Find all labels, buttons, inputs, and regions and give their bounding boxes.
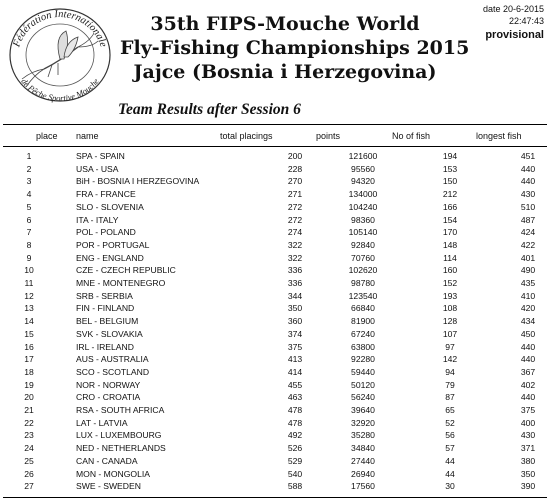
page-title xyxy=(120,12,470,84)
place-cell: 6 xyxy=(26,214,32,225)
no-of-fish-cell: 212 xyxy=(442,189,458,200)
points-cell: 26940 xyxy=(351,468,375,479)
place-cell: 4 xyxy=(26,189,32,200)
divider-top xyxy=(3,124,547,125)
points-cell: 98360 xyxy=(351,214,375,225)
total-placings-cell: 375 xyxy=(287,341,303,352)
logo-ring-text-bottom: de Pêche Sportive Mouche xyxy=(19,76,101,103)
points-cell: 70760 xyxy=(351,252,375,263)
points-cell: 92840 xyxy=(351,239,375,250)
no-of-fish-cell: 44 xyxy=(445,455,455,466)
team-name-cell: MON - MONGOLIA xyxy=(76,468,151,479)
team-name-cell: RSA - SOUTH AFRICA xyxy=(76,405,165,416)
table-row xyxy=(0,391,550,404)
table-row xyxy=(0,442,550,455)
no-of-fish-cell: 170 xyxy=(442,227,458,238)
table-row xyxy=(0,379,550,392)
total-placings-cell: 274 xyxy=(287,227,303,238)
no-of-fish-cell: 108 xyxy=(442,303,458,314)
total-placings-cell: 478 xyxy=(287,417,303,428)
total-placings-cell: 540 xyxy=(287,468,303,479)
points-cell: 63800 xyxy=(351,341,375,352)
no-of-fish-cell: 150 xyxy=(442,176,458,187)
team-name-cell: SLO - SLOVENIA xyxy=(76,201,144,212)
team-name-cell: FIN - FINLAND xyxy=(76,303,135,314)
total-placings-cell: 272 xyxy=(287,214,303,225)
points-cell: 56240 xyxy=(351,392,375,403)
column-header-no-of-fish: No of fish xyxy=(392,131,431,141)
table-row xyxy=(0,290,550,303)
table-row xyxy=(0,150,550,163)
points-cell: 35280 xyxy=(351,430,375,441)
team-name-cell: MNE - MONTENEGRO xyxy=(76,278,166,289)
longest-fish-cell: 440 xyxy=(520,354,536,365)
points-cell: 59440 xyxy=(351,366,375,377)
place-cell: 2 xyxy=(26,163,32,174)
no-of-fish-cell: 56 xyxy=(445,430,455,441)
points-cell: 67240 xyxy=(351,328,375,339)
table-row xyxy=(0,239,550,252)
table-row xyxy=(0,468,550,481)
title-line-3: Jajce (Bosnia i Herzegovina) xyxy=(133,61,437,83)
place-cell: 5 xyxy=(26,201,32,212)
team-name-cell: IRL - IRELAND xyxy=(76,341,134,352)
no-of-fish-cell: 94 xyxy=(445,366,455,377)
longest-fish-cell: 402 xyxy=(520,379,536,390)
points-cell: 39640 xyxy=(351,405,375,416)
no-of-fish-cell: 30 xyxy=(445,481,455,492)
longest-fish-cell: 490 xyxy=(520,265,536,276)
place-cell: 3 xyxy=(26,176,32,187)
longest-fish-cell: 440 xyxy=(520,176,536,187)
team-name-cell: USA - USA xyxy=(76,163,119,174)
team-name-cell: FRA - FRANCE xyxy=(76,189,136,200)
points-cell: 94320 xyxy=(351,176,375,187)
team-name-cell: AUS - AUSTRALIA xyxy=(76,354,149,365)
longest-fish-cell: 434 xyxy=(520,316,536,327)
column-header-points: points xyxy=(316,131,341,141)
total-placings-cell: 526 xyxy=(287,443,303,454)
longest-fish-cell: 422 xyxy=(520,239,536,250)
place-cell: 25 xyxy=(24,455,34,466)
team-name-cell: POR - PORTUGAL xyxy=(76,239,150,250)
longest-fish-cell: 487 xyxy=(520,214,536,225)
column-header-longest-fish: longest fish xyxy=(476,131,522,141)
place-cell: 10 xyxy=(24,265,34,276)
no-of-fish-cell: 128 xyxy=(442,316,458,327)
place-cell: 11 xyxy=(24,278,34,289)
place-cell: 9 xyxy=(26,252,32,263)
report-time: 22:47:43 xyxy=(508,16,544,26)
longest-fish-cell: 410 xyxy=(520,290,536,301)
status-badge: provisional xyxy=(485,29,544,41)
total-placings-cell: 413 xyxy=(287,354,303,365)
team-name-cell: SWE - SWEDEN xyxy=(76,481,141,492)
longest-fish-cell: 440 xyxy=(520,341,536,352)
no-of-fish-cell: 87 xyxy=(445,392,455,403)
place-cell: 27 xyxy=(24,481,34,492)
points-cell: 102620 xyxy=(348,265,378,276)
points-cell: 134000 xyxy=(348,189,378,200)
team-name-cell: CAN - CANADA xyxy=(76,455,138,466)
team-name-cell: SCO - SCOTLAND xyxy=(76,366,150,377)
table-row xyxy=(0,417,550,430)
place-cell: 13 xyxy=(24,303,34,314)
total-placings-cell: 336 xyxy=(287,278,303,289)
no-of-fish-cell: 114 xyxy=(443,252,457,263)
total-placings-cell: 374 xyxy=(287,328,303,339)
points-cell: 105140 xyxy=(348,227,378,238)
table-row xyxy=(0,455,550,468)
no-of-fish-cell: 166 xyxy=(442,201,458,212)
table-row xyxy=(0,264,550,277)
total-placings-cell: 272 xyxy=(287,201,303,212)
no-of-fish-cell: 142 xyxy=(442,354,458,365)
place-cell: 15 xyxy=(24,328,34,339)
logo-ring-text-top: Fédération Internationale xyxy=(11,8,109,49)
place-cell: 20 xyxy=(24,392,34,403)
team-name-cell: LUX - LUXEMBOURG xyxy=(76,430,162,441)
table-row xyxy=(0,353,550,366)
team-name-cell: LAT - LATVIA xyxy=(76,417,128,428)
table-row xyxy=(0,163,550,176)
place-cell: 23 xyxy=(24,430,34,441)
team-name-cell: ENG - ENGLAND xyxy=(76,252,144,263)
table-row xyxy=(0,226,550,239)
title-line-2: Fly-Fishing Championships 2015 xyxy=(120,37,470,59)
table-row xyxy=(0,188,550,201)
team-results-table xyxy=(0,150,550,493)
total-placings-cell: 200 xyxy=(287,151,303,161)
no-of-fish-cell: 44 xyxy=(445,468,455,479)
longest-fish-cell: 371 xyxy=(520,443,536,454)
team-name-cell: NED - NETHERLANDS xyxy=(76,443,166,454)
total-placings-cell: 588 xyxy=(287,481,303,492)
longest-fish-cell: 440 xyxy=(520,392,536,403)
title-line-1: 35th FIPS-Mouche World xyxy=(150,13,420,35)
team-name-cell: CZE - CZECH REPUBLIC xyxy=(76,265,176,276)
place-cell: 12 xyxy=(24,290,34,301)
points-cell: 104240 xyxy=(348,201,378,212)
total-placings-cell: 463 xyxy=(287,392,303,403)
table-row xyxy=(0,175,550,188)
longest-fish-cell: 375 xyxy=(520,405,536,416)
points-cell: 66840 xyxy=(351,303,375,314)
place-cell: 16 xyxy=(24,341,34,352)
place-cell: 14 xyxy=(24,316,34,327)
table-row xyxy=(0,201,550,214)
place-cell: 8 xyxy=(26,239,32,250)
points-cell: 121600 xyxy=(348,151,378,161)
points-cell: 123540 xyxy=(348,290,378,301)
table-row xyxy=(0,277,550,290)
no-of-fish-cell: 160 xyxy=(442,265,458,276)
no-of-fish-cell: 79 xyxy=(445,379,455,390)
no-of-fish-cell: 107 xyxy=(442,328,458,339)
longest-fish-cell: 400 xyxy=(520,417,536,428)
team-name-cell: CRO - CROATIA xyxy=(76,392,141,403)
longest-fish-cell: 367 xyxy=(520,366,536,377)
table-row xyxy=(0,315,550,328)
total-placings-cell: 360 xyxy=(287,316,303,327)
table-row xyxy=(0,252,550,265)
table-row xyxy=(0,404,550,417)
column-header-name: name xyxy=(76,131,99,141)
total-placings-cell: 492 xyxy=(287,430,303,441)
divider-header xyxy=(3,146,547,147)
no-of-fish-cell: 52 xyxy=(445,417,455,428)
no-of-fish-cell: 65 xyxy=(445,405,455,416)
section-title: Team Results after Session 6 xyxy=(118,101,301,118)
table-row xyxy=(0,214,550,227)
place-cell: 19 xyxy=(24,379,34,390)
total-placings-cell: 478 xyxy=(287,405,303,416)
table-row xyxy=(0,328,550,341)
longest-fish-cell: 430 xyxy=(520,430,536,441)
team-name-cell: BiH - BOSNIA I HERZEGOVINA xyxy=(76,176,200,187)
team-name-cell: SPA - SPAIN xyxy=(76,151,125,161)
place-cell: 18 xyxy=(24,366,34,377)
team-name-cell: SVK - SLOVAKIA xyxy=(76,328,143,339)
place-cell: 1 xyxy=(26,151,32,161)
no-of-fish-cell: 152 xyxy=(442,278,458,289)
table-row xyxy=(0,480,550,493)
mayfly-icon xyxy=(22,31,98,87)
longest-fish-cell: 510 xyxy=(520,201,536,212)
longest-fish-cell: 450 xyxy=(520,328,536,339)
total-placings-cell: 455 xyxy=(287,379,303,390)
team-name-cell: NOR - NORWAY xyxy=(76,379,141,390)
place-cell: 21 xyxy=(24,405,34,416)
no-of-fish-cell: 148 xyxy=(442,239,458,250)
points-cell: 95560 xyxy=(351,163,375,174)
team-name-cell: BEL - BELGIUM xyxy=(76,316,139,327)
longest-fish-cell: 401 xyxy=(520,252,536,263)
points-cell: 81900 xyxy=(351,316,375,327)
total-placings-cell: 529 xyxy=(287,455,303,466)
no-of-fish-cell: 154 xyxy=(442,214,458,225)
points-cell: 50120 xyxy=(351,379,375,390)
no-of-fish-cell: 57 xyxy=(445,443,455,454)
table-row xyxy=(0,429,550,442)
points-cell: 34840 xyxy=(351,443,375,454)
longest-fish-cell: 424 xyxy=(520,227,536,238)
table-row xyxy=(0,366,550,379)
longest-fish-cell: 350 xyxy=(520,468,536,479)
total-placings-cell: 228 xyxy=(287,163,303,174)
points-cell: 32920 xyxy=(351,417,375,428)
total-placings-cell: 270 xyxy=(287,176,303,187)
points-cell: 92280 xyxy=(351,354,375,365)
table-row xyxy=(0,341,550,354)
total-placings-cell: 350 xyxy=(287,303,303,314)
points-cell: 27440 xyxy=(351,455,375,466)
place-cell: 26 xyxy=(24,468,34,479)
no-of-fish-cell: 97 xyxy=(445,341,455,352)
no-of-fish-cell: 193 xyxy=(442,290,458,301)
longest-fish-cell: 451 xyxy=(520,151,536,161)
longest-fish-cell: 430 xyxy=(520,189,536,200)
report-date: date 20-6-2015 xyxy=(482,4,544,14)
table-row xyxy=(0,302,550,315)
total-placings-cell: 344 xyxy=(287,290,303,301)
longest-fish-cell: 390 xyxy=(520,481,536,492)
no-of-fish-cell: 194 xyxy=(442,151,458,161)
column-header-total-placings: total placings xyxy=(220,131,273,141)
longest-fish-cell: 440 xyxy=(520,163,536,174)
total-placings-cell: 271 xyxy=(287,189,303,200)
total-placings-cell: 336 xyxy=(287,265,303,276)
place-cell: 22 xyxy=(24,417,34,428)
total-placings-cell: 322 xyxy=(287,252,303,263)
no-of-fish-cell: 153 xyxy=(442,163,458,174)
total-placings-cell: 414 xyxy=(287,366,303,377)
team-name-cell: POL - POLAND xyxy=(76,227,136,238)
place-cell: 17 xyxy=(24,354,34,365)
points-cell: 98780 xyxy=(351,278,375,289)
team-name-cell: ITA - ITALY xyxy=(76,214,119,225)
team-name-cell: SRB - SERBIA xyxy=(76,290,133,301)
points-cell: 17560 xyxy=(351,481,375,492)
place-cell: 7 xyxy=(26,227,32,238)
column-header-place: place xyxy=(36,131,58,141)
total-placings-cell: 322 xyxy=(287,239,303,250)
longest-fish-cell: 435 xyxy=(520,278,536,289)
longest-fish-cell: 380 xyxy=(520,455,536,466)
place-cell: 24 xyxy=(24,443,34,454)
divider-bottom xyxy=(3,497,547,498)
report-meta xyxy=(483,3,544,43)
fips-mouche-logo xyxy=(4,3,116,103)
longest-fish-cell: 420 xyxy=(520,303,536,314)
